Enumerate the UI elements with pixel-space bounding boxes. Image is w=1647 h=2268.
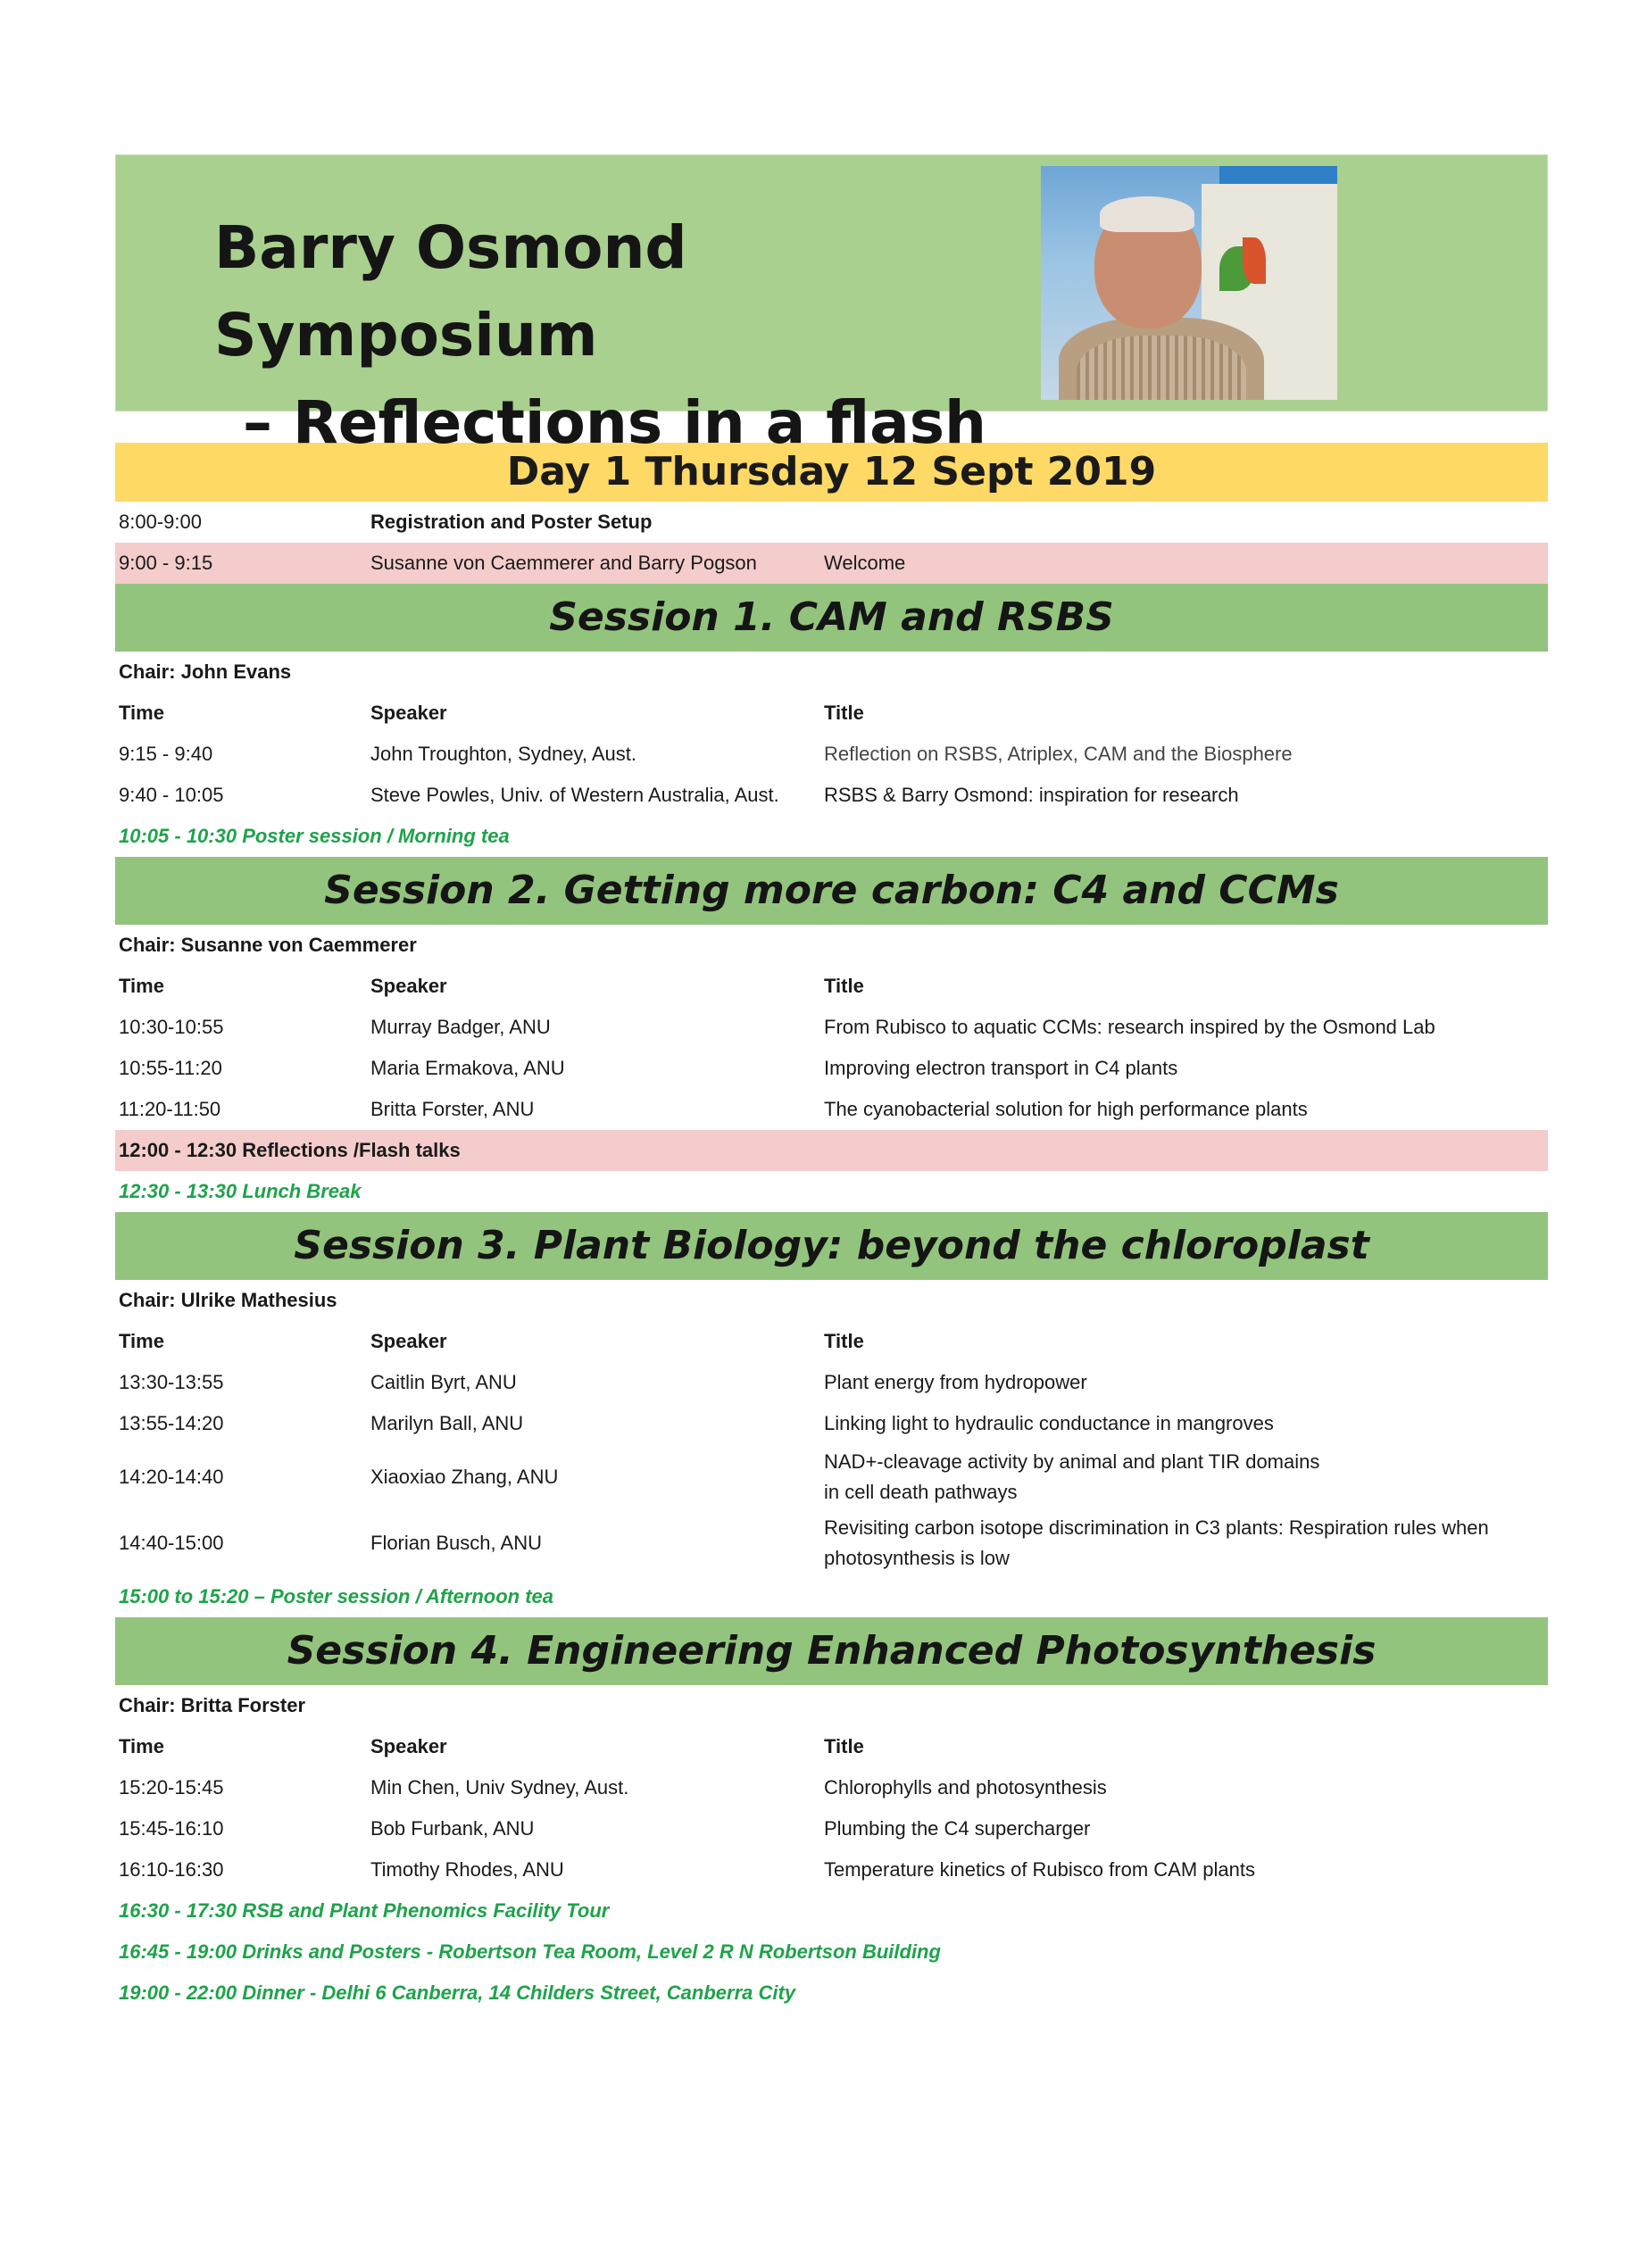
- title-cell: From Rubisco to aquatic CCMs: research inspired by the Osmond Lab: [824, 1016, 1435, 1038]
- title-cell: Plant energy from hydropower: [824, 1371, 1087, 1393]
- title-cell: Chlorophylls and photosynthesis: [824, 1776, 1107, 1799]
- event-label: 19:00 - 22:00 Dinner - Delhi 6 Canberra, 14 Childers Street, Canberra City: [119, 1981, 796, 2004]
- chair-row: [115, 652, 1548, 693]
- title-cell: Reflection on RSBS, Atriplex, CAM and the Biosphere: [824, 743, 1293, 765]
- speaker-cell: Min Chen, Univ Sydney, Aust.: [370, 1776, 629, 1799]
- registration-row: [115, 502, 1548, 543]
- talk-row: [115, 1510, 1548, 1576]
- speaker-cell: Britta Forster, ANU: [370, 1098, 535, 1120]
- chair-row: [115, 1280, 1548, 1321]
- flash-talks-label: 12:00 - 12:30 Reflections /Flash talks: [119, 1139, 461, 1161]
- header-speaker: Speaker: [370, 975, 447, 997]
- title-cell: Welcome: [824, 552, 906, 574]
- title-cell: Temperature kinetics of Rubisco from CAM plants: [824, 1858, 1255, 1881]
- event-row: [115, 1890, 1548, 1932]
- speaker-cell: Murray Badger, ANU: [370, 1016, 551, 1038]
- speaker-cell: Marilyn Ball, ANU: [370, 1412, 524, 1434]
- chair-label: Chair: Ulrike Mathesius: [119, 1289, 337, 1311]
- chair-label: Chair: Susanne von Caemmerer: [119, 934, 417, 956]
- time-cell: 8:00-9:00: [119, 511, 202, 533]
- time-cell: 15:45-16:10: [119, 1817, 224, 1840]
- title-line: photosynthesis is low: [824, 1547, 1010, 1569]
- break-label: 10:05 - 10:30 Poster session / Morning tea: [119, 825, 510, 847]
- header-speaker: Speaker: [370, 1735, 447, 1757]
- symposium-title: [214, 204, 1018, 467]
- title-cell: [824, 1513, 1538, 1574]
- session-4-heading: Session 4. Engineering Enhanced Photosynthesis: [115, 1617, 1548, 1685]
- chair-row: [115, 1685, 1548, 1726]
- time-cell: 10:30-10:55: [119, 1016, 224, 1038]
- column-headers: [115, 1726, 1548, 1767]
- header-time: Time: [119, 1330, 164, 1352]
- break-label: 12:30 - 13:30 Lunch Break: [119, 1180, 362, 1202]
- header-title: Title: [824, 975, 864, 997]
- session-3-heading: Session 3. Plant Biology: beyond the chloroplast: [115, 1212, 1548, 1280]
- chair-label: Chair: John Evans: [119, 660, 292, 683]
- time-cell: 14:20-14:40: [119, 1466, 224, 1488]
- talk-row: [115, 1048, 1548, 1089]
- talk-row: [115, 1808, 1548, 1849]
- talk-row: [115, 775, 1548, 816]
- header-title: Title: [824, 1330, 864, 1352]
- header-title: Title: [824, 702, 864, 724]
- title-line: NAD+-cleavage activity by animal and plant TIR domains: [824, 1450, 1320, 1473]
- talk-row: [115, 1403, 1548, 1444]
- portrait-photo: [1041, 166, 1337, 400]
- talk-row: [115, 1007, 1548, 1048]
- speaker-cell: Timothy Rhodes, ANU: [370, 1858, 564, 1881]
- event-row: [115, 1932, 1548, 1973]
- talk-row: [115, 1362, 1548, 1403]
- title-line-1: Barry Osmond Symposium: [214, 213, 687, 370]
- break-row: [115, 816, 1548, 857]
- time-cell: 10:55-11:20: [119, 1057, 222, 1079]
- time-cell: 14:40-15:00: [119, 1532, 224, 1554]
- session-2-heading: Session 2. Getting more carbon: C4 and CCMs: [115, 857, 1548, 925]
- time-cell: 16:10-16:30: [119, 1858, 224, 1881]
- talk-row: [115, 734, 1548, 775]
- speaker-cell: Susanne von Caemmerer and Barry Pogson: [370, 552, 757, 574]
- header-banner: [115, 154, 1548, 457]
- speaker-cell: Caitlin Byrt, ANU: [370, 1371, 517, 1393]
- title-cell: Plumbing the C4 supercharger: [824, 1817, 1091, 1840]
- header-time: Time: [119, 702, 164, 724]
- time-cell: 9:00 - 9:15: [119, 552, 213, 574]
- chair-label: Chair: Britta Forster: [119, 1694, 306, 1716]
- header-title: Title: [824, 1735, 864, 1757]
- break-label: 15:00 to 15:20 – Poster session / Afternoon tea: [119, 1585, 554, 1608]
- session-1-heading: Session 1. CAM and RSBS: [115, 584, 1548, 652]
- header-time: Time: [119, 1735, 164, 1757]
- event-label: 16:45 - 19:00 Drinks and Posters - Robertson Tea Room, Level 2 R N Robertson Building: [119, 1940, 941, 1963]
- title-cell: RSBS & Barry Osmond: inspiration for research: [824, 784, 1239, 806]
- day-heading: Day 1 Thursday 12 Sept 2019: [115, 443, 1548, 502]
- column-headers: [115, 693, 1548, 734]
- talk-row: [115, 1089, 1548, 1130]
- speaker-cell: Steve Powles, Univ. of Western Australia, Aust.: [370, 784, 779, 806]
- time-cell: 9:40 - 10:05: [119, 784, 224, 806]
- header-time: Time: [119, 975, 164, 997]
- header-speaker: Speaker: [370, 702, 447, 724]
- speaker-cell: Xiaoxiao Zhang, ANU: [370, 1466, 559, 1488]
- title-cell: Improving electron transport in C4 plants: [824, 1057, 1178, 1079]
- programme-page: [115, 154, 1548, 2014]
- title-cell: [824, 1447, 1538, 1508]
- time-cell: 15:20-15:45: [119, 1776, 224, 1799]
- speaker-cell: Bob Furbank, ANU: [370, 1817, 535, 1840]
- title-cell: The cyanobacterial solution for high performance plants: [824, 1098, 1308, 1120]
- speaker-cell: John Troughton, Sydney, Aust.: [370, 743, 637, 765]
- time-cell: 13:30-13:55: [119, 1371, 224, 1393]
- title-line: in cell death pathways: [824, 1481, 1018, 1503]
- chair-row: [115, 925, 1548, 966]
- break-row: [115, 1576, 1548, 1617]
- talk-row: [115, 1444, 1548, 1510]
- time-cell: 11:20-11:50: [119, 1098, 221, 1120]
- speaker-cell: Florian Busch, ANU: [370, 1532, 542, 1554]
- speaker-cell: Maria Ermakova, ANU: [370, 1057, 565, 1079]
- talk-row: [115, 1849, 1548, 1890]
- title-line-2: – Reflections in a flash: [243, 388, 986, 457]
- column-headers: [115, 1321, 1548, 1362]
- title-cell: Linking light to hydraulic conductance in mangroves: [824, 1412, 1274, 1434]
- header-speaker: Speaker: [370, 1330, 447, 1352]
- talk-row: [115, 1767, 1548, 1808]
- title-line: Revisiting carbon isotope discrimination in C3 plants: Respiration rules when: [824, 1516, 1489, 1539]
- time-cell: 9:15 - 9:40: [119, 743, 213, 765]
- event-row: [115, 1973, 1548, 2014]
- time-cell: 13:55-14:20: [119, 1412, 224, 1434]
- welcome-row: [115, 543, 1548, 584]
- flash-talks-row: [115, 1130, 1548, 1171]
- column-headers: [115, 966, 1548, 1007]
- break-row: [115, 1171, 1548, 1212]
- event-label: 16:30 - 17:30 RSB and Plant Phenomics Facility Tour: [119, 1899, 610, 1922]
- speaker-cell: Registration and Poster Setup: [370, 511, 653, 533]
